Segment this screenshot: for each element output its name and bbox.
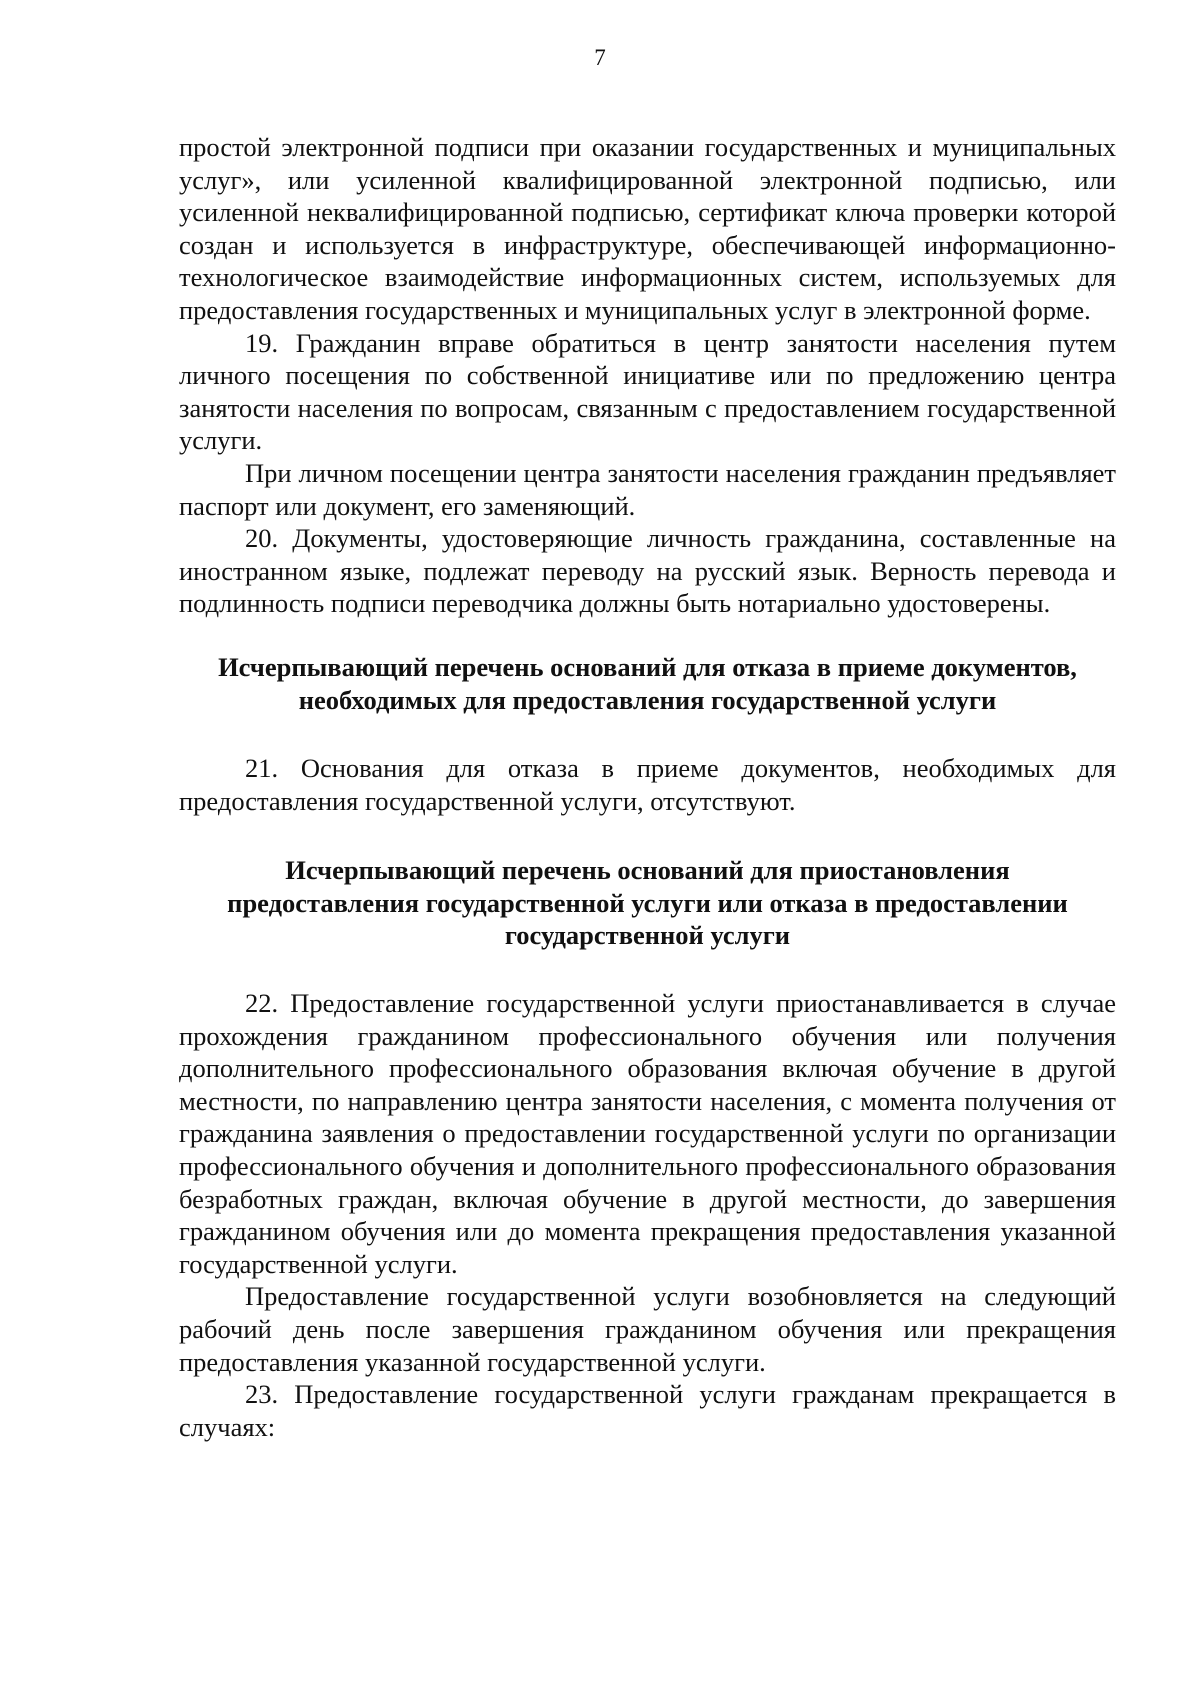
heading-line: необходимых для предоставления государственной услуги bbox=[298, 684, 997, 715]
heading-line: государственной услуги bbox=[504, 920, 791, 951]
section-heading-refusal-documents bbox=[179, 651, 1116, 716]
paragraph-continuation: простой электронной подписи при оказании государственных и муниципальных услуг», или усиленной квалифицированной электронной подписью, или усиленной неквалифицированной подписью, сертификат ключа проверки которой создан и используется в инфраструктуре, обеспечивающей информационно-технологическое взаимодействие информационных систем, используемых для предоставления государственных и муниципальных услуг в электронной форме. bbox=[179, 132, 1116, 325]
paragraph-22-resumption: Предоставление государственной услуги возобновляется на следующий рабочий день после завершения гражданином обучения или прекращения предоставления указанной государственной услуги. bbox=[179, 1281, 1116, 1377]
document-body bbox=[179, 131, 1116, 1443]
heading-line: Исчерпывающий перечень оснований для отказа в приеме документов, bbox=[218, 651, 1077, 682]
page-number: 7 bbox=[594, 45, 606, 70]
paragraph-19-personal-visit: При личном посещении центра занятости населения гражданин предъявляет паспорт или документ, его заменяющий. bbox=[179, 457, 1116, 521]
heading-line: Исчерпывающий перечень оснований для приостановления bbox=[285, 855, 1010, 886]
section-heading-suspension-refusal bbox=[179, 854, 1116, 952]
paragraph-19: 19. Гражданин вправе обратиться в центр занятости населения путем личного посещения по собственной инициативе или по предложению центра занятости населения по вопросам, связанным с предоставлением государственной услуги. bbox=[179, 327, 1116, 456]
paragraph-21: 21. Основания для отказа в приеме документов, необходимых для предоставления государственной услуги, отсутствуют. bbox=[179, 753, 1116, 816]
paragraph-22: 22. Предоставление государственной услуги приостанавливается в случае прохождения гражданином профессионального обучения или получения дополнительного профессионального образования включая обучение в другой местности, по направлению центра занятости населения, с момента получения от гражданина заявления о предоставлении государственной услуги по организации профессионального обучения и дополнительного профессионального образования безработных граждан, включая обучение в другой местности, до завершения гражданином обучения или до момента прекращения предоставления указанной государственной услуги. bbox=[179, 988, 1116, 1279]
paragraph-23: 23. Предоставление государственной услуги гражданам прекращается в случаях: bbox=[179, 1379, 1116, 1442]
paragraph-20: 20. Документы, удостоверяющие личность гражданина, составленные на иностранном языке, подлежат переводу на русский язык. Верность перевода и подлинность подписи переводчика должны быть нотариально удостоверены. bbox=[179, 523, 1116, 619]
heading-line: предоставления государственной услуги или отказа в предоставлении bbox=[227, 887, 1068, 918]
